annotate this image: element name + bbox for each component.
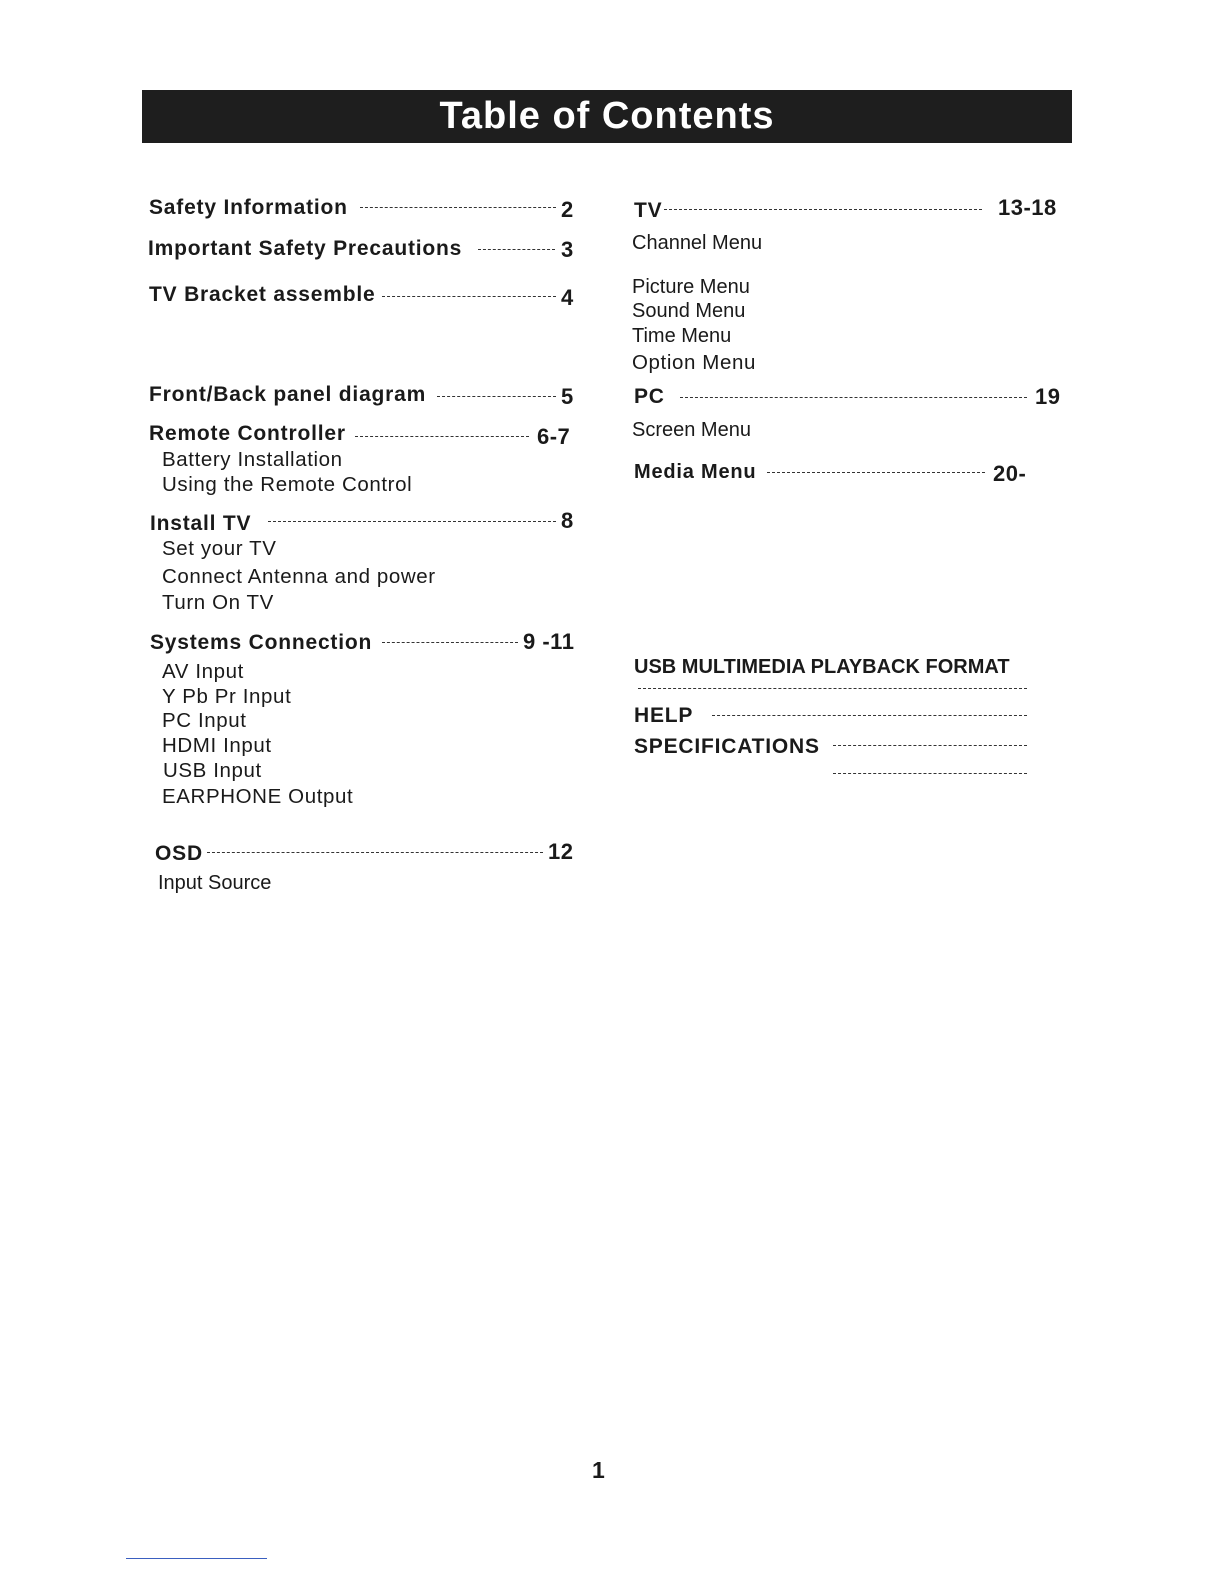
- toc-subentry[interactable]: Input Source: [158, 872, 272, 894]
- toc-page-number: 8: [561, 508, 574, 533]
- toc-subentry[interactable]: Picture Menu: [632, 276, 750, 298]
- toc-page-number: 5: [561, 384, 574, 409]
- toc-entry-title: Media Menu: [634, 461, 757, 483]
- page-title: Table of Contents: [142, 90, 1072, 143]
- dot-leader: [638, 688, 1027, 689]
- toc-entry-title: PC: [634, 385, 665, 408]
- toc-entry-title: Safety Information: [149, 196, 348, 219]
- toc-entry-title: Install TV: [150, 512, 252, 535]
- toc-entry-title: Front/Back panel diagram: [149, 383, 427, 406]
- toc-page-number: 12: [548, 839, 574, 864]
- toc-entry-title: USB MULTIMEDIA PLAYBACK FORMAT: [634, 656, 1010, 678]
- dot-leader: [680, 397, 1027, 398]
- toc-page-number: 3: [561, 237, 574, 262]
- toc-entry-title: SPECIFICATIONS: [634, 735, 820, 758]
- toc-subentry[interactable]: USB Input: [163, 759, 262, 782]
- toc-subentry[interactable]: Using the Remote Control: [162, 473, 413, 496]
- toc-page-number: 2: [561, 197, 574, 222]
- toc-entry-title: Remote Controller: [149, 422, 346, 445]
- dot-leader: [767, 472, 985, 473]
- toc-page-number: 19: [1035, 384, 1061, 409]
- toc-subentry[interactable]: Set your TV: [162, 537, 277, 560]
- toc-entry-title: TV: [634, 199, 663, 222]
- toc-page-number: 20-: [993, 461, 1027, 486]
- dot-leader: [437, 396, 556, 397]
- dot-leader: [833, 773, 1027, 774]
- toc-subentry[interactable]: Connect Antenna and power: [162, 565, 436, 588]
- toc-subentry[interactable]: Y Pb Pr Input: [162, 685, 292, 708]
- toc-subentry[interactable]: Time Menu: [632, 325, 732, 347]
- toc-subentry[interactable]: EARPHONE Output: [162, 785, 354, 808]
- toc-subentry[interactable]: Option Menu: [632, 351, 756, 374]
- dot-leader: [355, 436, 529, 437]
- toc-page-number: 6-7: [537, 424, 571, 449]
- toc-subentry[interactable]: PC Input: [162, 709, 247, 732]
- toc-entry-title: TV Bracket assemble: [149, 283, 376, 306]
- toc-entry-title: Important Safety Precautions: [148, 237, 463, 260]
- dot-leader: [478, 249, 555, 250]
- dot-leader: [268, 521, 556, 522]
- toc-subentry[interactable]: Turn On TV: [162, 591, 274, 614]
- dot-leader: [382, 642, 518, 643]
- toc-subentry[interactable]: HDMI Input: [162, 734, 272, 757]
- dot-leader: [664, 209, 982, 210]
- toc-subentry[interactable]: Screen Menu: [632, 419, 751, 441]
- toc-page-number: 13-18: [998, 195, 1057, 220]
- toc-subentry[interactable]: Battery Installation: [162, 448, 343, 471]
- toc-entry-title: HELP: [634, 704, 694, 727]
- dot-leader: [833, 745, 1027, 746]
- dot-leader: [360, 207, 556, 208]
- dot-leader: [382, 296, 556, 297]
- toc-entry-title: OSD: [155, 842, 203, 865]
- toc-entry-title: Systems Connection: [150, 631, 373, 654]
- toc-subentry[interactable]: Sound Menu: [632, 300, 746, 322]
- toc-subentry[interactable]: Channel Menu: [632, 232, 763, 254]
- dot-leader: [207, 852, 543, 853]
- page-number: 1: [592, 1457, 605, 1483]
- dot-leader: [712, 715, 1027, 716]
- toc-page-number: 4: [561, 285, 574, 310]
- footer-rule: [126, 1558, 267, 1559]
- toc-page-number: 9 -11: [523, 629, 575, 654]
- toc-subentry[interactable]: AV Input: [162, 660, 244, 683]
